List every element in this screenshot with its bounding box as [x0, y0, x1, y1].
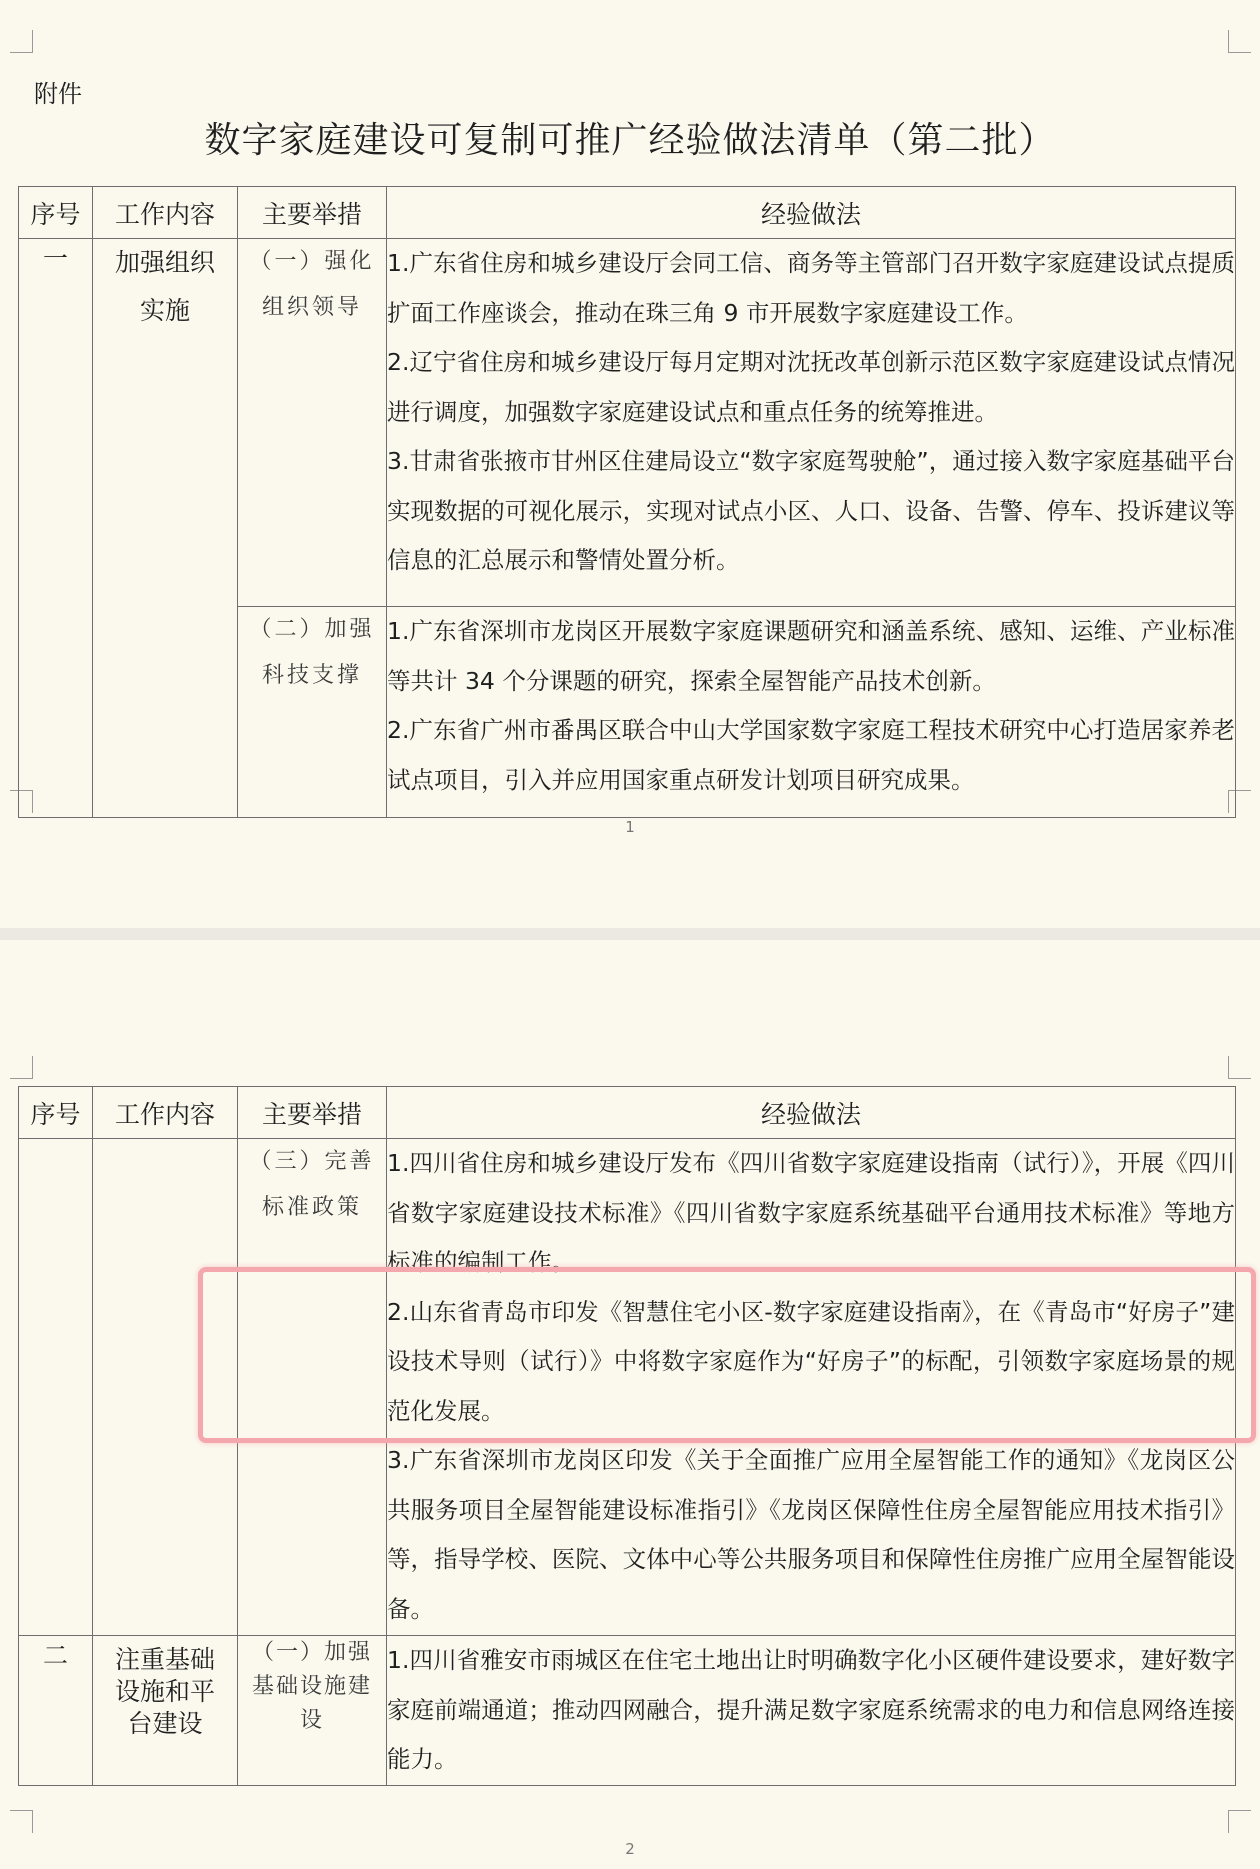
practice-item: 2.广东省广州市番禺区联合中山大学国家数字家庭工程技术研究中心打造居家养老试点项目，引入并应用国家重点研发计划项目研究成果。 [387, 716, 1235, 794]
measure-line: 标准政策 [261, 1195, 362, 1220]
document-page-1 [0, 0, 1260, 928]
crop-mark [1228, 1056, 1251, 1079]
measure-cell [238, 239, 387, 607]
header-measure: 主要举措 [238, 1087, 387, 1139]
crop-mark [10, 1056, 33, 1079]
seq-cell [19, 1139, 93, 1636]
header-seq: 序号 [19, 187, 93, 239]
measure-line: 基础设施建 [251, 1674, 372, 1699]
practice-cell [387, 607, 1236, 818]
header-practice: 经验做法 [387, 1087, 1236, 1139]
crop-mark [10, 1810, 33, 1833]
measure-cell [238, 1636, 387, 1786]
highlight-box [198, 1267, 1256, 1443]
attachment-label: 附件 [34, 80, 82, 108]
header-content: 工作内容 [93, 187, 238, 239]
measure-line: 设 [299, 1708, 324, 1733]
work-content-line: 实施 [139, 296, 190, 325]
practice-item: 1.四川省雅安市雨城区在住宅土地出让时明确数字化小区硬件建设要求，建好数字家庭前端通道；推动四网融合，提升满足数字家庭系统需求的电力和信息网络连接能力。 [387, 1646, 1235, 1773]
practice-item: 1.广东省深圳市龙岗区开展数字家庭课题研究和涵盖系统、感知、运维、产业标准等共计 34 个分课题的研究，探索全屋智能产品技术创新。 [387, 617, 1235, 695]
work-content-line: 加强组织 [114, 248, 215, 277]
practice-cell [387, 239, 1236, 607]
header-measure: 主要举措 [238, 187, 387, 239]
measure-line: （三）完善 [249, 1149, 375, 1174]
measure-line: （二）加强 [249, 617, 375, 643]
work-content-line: 台建设 [127, 1709, 203, 1738]
work-content-line: 注重基础 [114, 1645, 215, 1674]
measure-line: （一）强化 [249, 249, 375, 274]
practice-item: 3.广东省深圳市龙岗区印发《关于全面推广应用全屋智能工作的通知》《龙岗区公共服务项目全屋智能建设标准指引》《龙岗区保障性住房全屋智能应用技术指引》等，指导学校、医院、文体中心等公共服务项目和保障性住房推广应用全屋智能设备。 [387, 1446, 1235, 1623]
table-header-row [19, 1087, 1236, 1139]
measure-line: （一）加强 [251, 1640, 372, 1665]
header-practice: 经验做法 [387, 187, 1236, 239]
crop-mark [10, 30, 33, 53]
practice-item: 3.甘肃省张掖市甘州区住建局设立“数字家庭驾驶舱”，通过接入数字家庭基础平台实现数据的可视化展示，实现对试点小区、人口、设备、告警、停车、投诉建议等信息的汇总展示和警情处置分析。 [387, 447, 1235, 574]
measure-cell [238, 607, 387, 818]
header-content: 工作内容 [93, 1087, 238, 1139]
practice-item: 1.广东省住房和城乡建设厅会同工信、商务等主管部门召开数字家庭建设试点提质扩面工作座谈会，推动在珠三角 9 市开展数字家庭建设工作。 [387, 249, 1235, 327]
table-header-row [19, 187, 1236, 239]
document-title: 数字家庭建设可复制可推广经验做法清单（第二批） [204, 120, 1056, 161]
practice-item: 2.辽宁省住房和城乡建设厅每月定期对沈抚改革创新示范区数字家庭建设试点情况进行调度，加强数字家庭建设试点和重点任务的统筹推进。 [387, 348, 1235, 426]
header-seq: 序号 [19, 1087, 93, 1139]
crop-mark [1228, 30, 1251, 53]
crop-mark [1228, 1810, 1251, 1833]
practice-table-page-1 [18, 186, 1236, 818]
page-number: 1 [625, 818, 635, 836]
work-content-line: 设施和平 [114, 1677, 215, 1706]
measure-line: 组织领导 [261, 295, 362, 320]
seq-cell: 一 [19, 239, 93, 818]
measure-line: 科技支撑 [261, 663, 362, 689]
work-content-cell [93, 239, 238, 818]
table-row [19, 1636, 1236, 1786]
practice-item: 1.四川省住房和城乡建设厅发布《四川省数字家庭建设指南（试行）》，开展《四川省数字家庭建设技术标准》《四川省数字家庭系统基础平台通用技术标准》等地方标准的编制工作。 [387, 1149, 1235, 1276]
practice-item: 2.山东省青岛市印发《智慧住宅小区-数字家庭建设指南》，在《青岛市“好房子”建设技术导则（试行）》中将数字家庭作为“好房子”的标配，引领数字家庭场景的规范化发展。 [387, 1297, 1235, 1425]
seq-cell: 二 [19, 1636, 93, 1786]
practice-cell [387, 1636, 1236, 1786]
work-content-cell [93, 1636, 238, 1786]
page-number: 2 [625, 1840, 635, 1858]
table-row [19, 239, 1236, 607]
